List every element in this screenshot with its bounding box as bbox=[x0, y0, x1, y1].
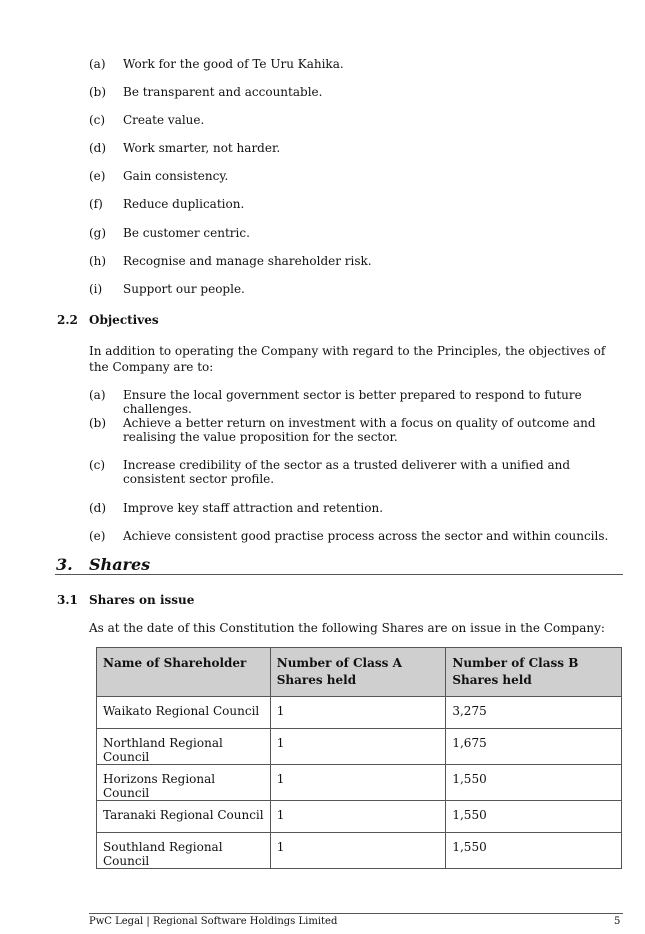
list-item bbox=[0, 85, 645, 99]
table-cell: Southland Regional Council bbox=[97, 833, 271, 869]
table-cell: 1,675 bbox=[446, 729, 622, 765]
table-header-row bbox=[97, 648, 622, 697]
list-item-text: Work smarter, not harder. bbox=[123, 141, 281, 155]
list-item-text: Achieve a better return on investment with a focus on quality of outcome and realising the value proposition for the sector. bbox=[123, 416, 596, 444]
list-item bbox=[0, 226, 645, 240]
table-row bbox=[97, 697, 622, 729]
list-item bbox=[0, 169, 645, 183]
list-item-label: (i) bbox=[89, 282, 103, 296]
list-item bbox=[0, 529, 645, 543]
list-item-text: Work for the good of Te Uru Kahika. bbox=[123, 57, 344, 71]
table-cell: Waikato Regional Council bbox=[97, 697, 271, 729]
list-item-label: (e) bbox=[89, 169, 106, 183]
table-cell: 1 bbox=[270, 801, 446, 833]
table-cell: 1 bbox=[270, 697, 446, 729]
list-item-text: Ensure the local government sector is better prepared to respond to future challenges. bbox=[123, 388, 582, 416]
list-item-label: (d) bbox=[89, 141, 107, 155]
list-item bbox=[0, 254, 645, 268]
list-item-text: Increase credibility of the sector as a trusted deliverer with a unified and consistent sector profile. bbox=[123, 458, 571, 486]
table-cell: 1,550 bbox=[446, 765, 622, 801]
list-item-label: (c) bbox=[89, 113, 106, 127]
column-header: Number of Class B Shares held bbox=[446, 648, 622, 697]
heading-title: Shares bbox=[89, 555, 151, 574]
heading-number: 3. bbox=[56, 555, 73, 574]
list-item-text: Create value. bbox=[123, 113, 205, 127]
page-number: 5 bbox=[614, 916, 621, 927]
list-item-label: (h) bbox=[89, 254, 107, 268]
list-item-label: (a) bbox=[89, 57, 106, 71]
column-header: Name of Shareholder bbox=[97, 648, 271, 697]
list-item bbox=[0, 197, 645, 211]
table-cell: 1 bbox=[270, 833, 446, 869]
table-cell: 1 bbox=[270, 765, 446, 801]
footer-rule bbox=[89, 913, 623, 914]
section-title: Shares on issue bbox=[89, 593, 195, 607]
list-item bbox=[0, 416, 645, 444]
list-item-text: Recognise and manage shareholder risk. bbox=[123, 254, 372, 268]
table-cell: 1 bbox=[270, 729, 446, 765]
list-item-label: (d) bbox=[89, 501, 107, 515]
table-row bbox=[97, 765, 622, 801]
list-item-label: (f) bbox=[89, 197, 103, 211]
list-item-text: Be transparent and accountable. bbox=[123, 85, 323, 99]
section-title: Objectives bbox=[89, 313, 159, 327]
table-cell: 1,550 bbox=[446, 801, 622, 833]
list-item bbox=[0, 113, 645, 127]
section-intro: As at the date of this Constitution the following Shares are on issue in the Company: bbox=[89, 621, 605, 635]
list-item-label: (c) bbox=[89, 458, 106, 472]
list-item bbox=[0, 388, 645, 416]
table-row bbox=[97, 729, 622, 765]
list-item-text: Gain consistency. bbox=[123, 169, 229, 183]
table-row bbox=[97, 833, 622, 869]
list-item-label: (e) bbox=[89, 529, 106, 543]
heading-rule bbox=[55, 574, 623, 575]
list-item-label: (g) bbox=[89, 226, 107, 240]
table-row bbox=[97, 801, 622, 833]
list-item-label: (b) bbox=[89, 416, 107, 430]
list-item-text: Support our people. bbox=[123, 282, 245, 296]
list-item-text: Reduce duplication. bbox=[123, 197, 245, 211]
table-cell: Horizons Regional Council bbox=[97, 765, 271, 801]
list-item-text: Improve key staff attraction and retention. bbox=[123, 501, 384, 515]
section-intro: In addition to operating the Company with regard to the Principles, the objectives of the Company are to: bbox=[89, 344, 606, 374]
list-item-text: Be customer centric. bbox=[123, 226, 250, 240]
list-item-label: (a) bbox=[89, 388, 106, 402]
table-cell: 1,550 bbox=[446, 833, 622, 869]
list-item bbox=[0, 141, 645, 155]
list-item bbox=[0, 501, 645, 515]
table-cell: Northland Regional Council bbox=[97, 729, 271, 765]
list-item bbox=[0, 57, 645, 71]
table-cell: Taranaki Regional Council bbox=[97, 801, 271, 833]
section-number: 2.2 bbox=[57, 313, 78, 327]
section-number: 3.1 bbox=[57, 593, 78, 607]
list-item bbox=[0, 458, 645, 486]
column-header: Number of Class A Shares held bbox=[270, 648, 446, 697]
shares-table bbox=[96, 647, 622, 869]
list-item-label: (b) bbox=[89, 85, 107, 99]
table-cell: 3,275 bbox=[446, 697, 622, 729]
list-item bbox=[0, 282, 645, 296]
list-item-text: Achieve consistent good practise process across the sector and within councils. bbox=[123, 529, 609, 543]
footer-text: PwC Legal | Regional Software Holdings Limited bbox=[89, 916, 338, 927]
